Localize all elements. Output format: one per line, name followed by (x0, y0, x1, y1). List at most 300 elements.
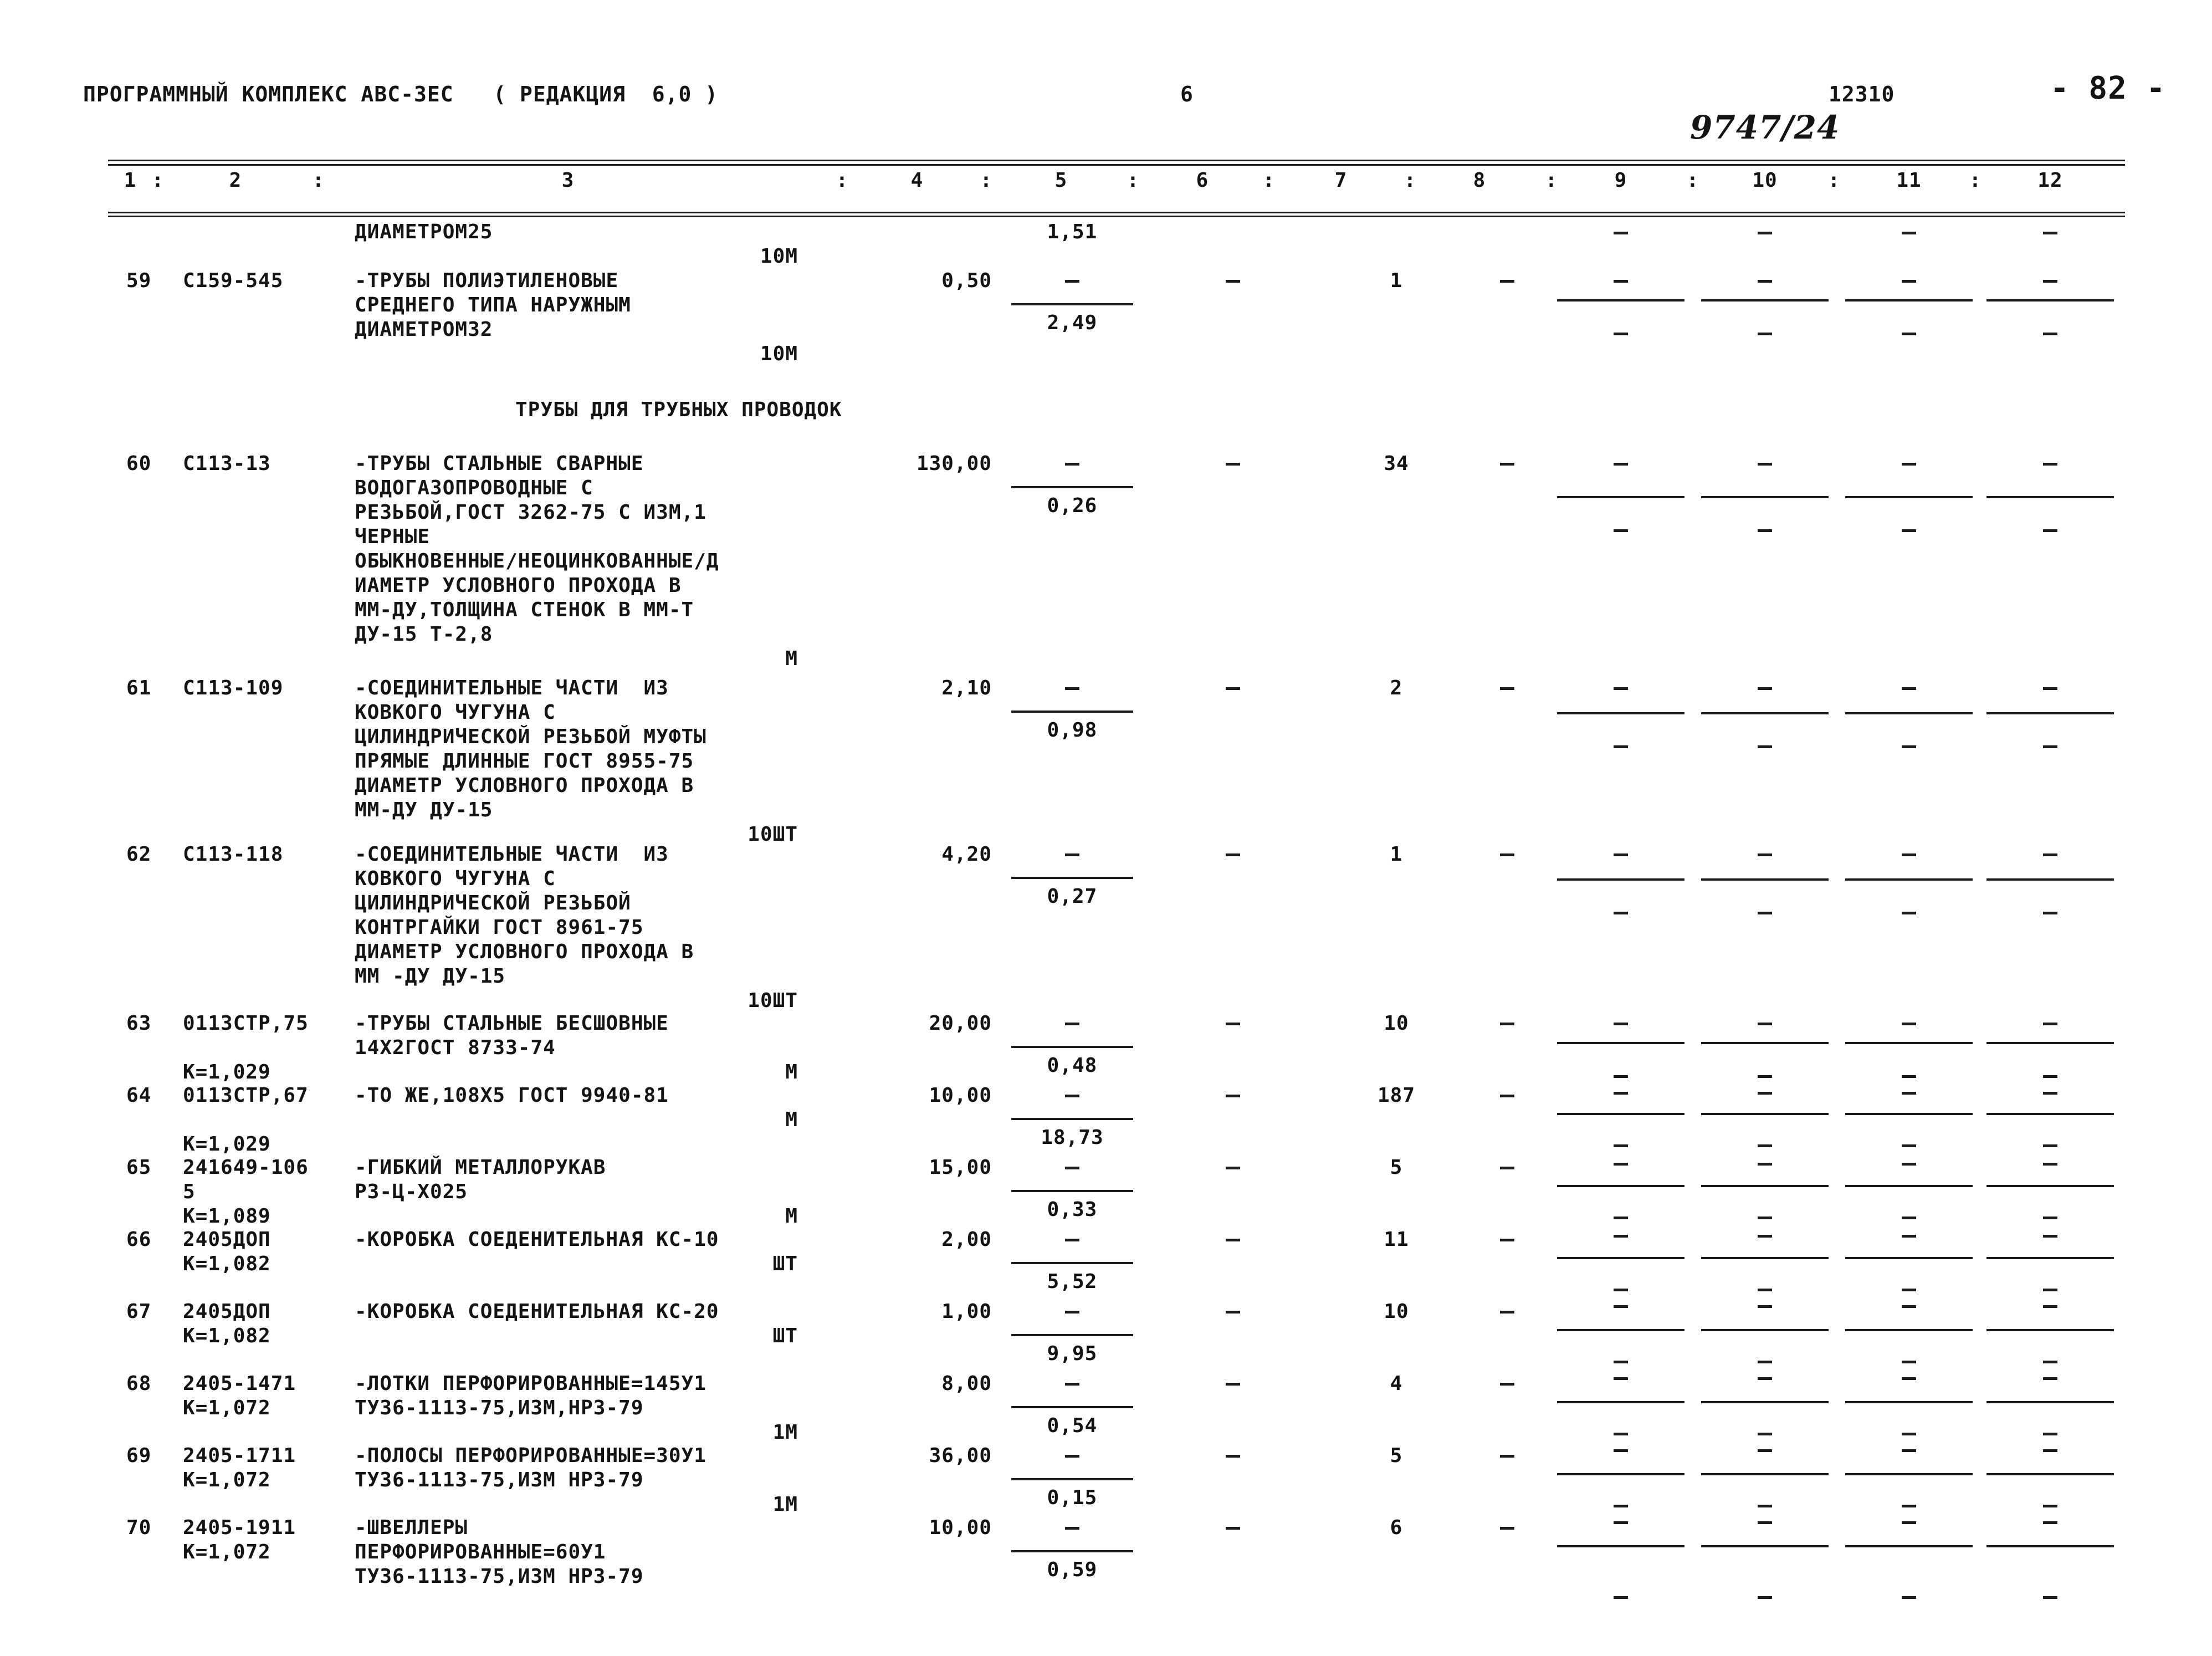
row-quantity: 36,00 (929, 1444, 992, 1467)
row-c7-value: 5 (1390, 1156, 1403, 1179)
column-header: : (1262, 169, 1276, 192)
row-c7-value: 10 (1384, 1012, 1409, 1035)
row-70-col10-top-dash (1758, 1521, 1772, 1524)
row-69-col10-divider (1701, 1473, 1829, 1475)
row-66-col11-bottom-dash (1902, 1289, 1916, 1291)
row-description-line: ДУ-15 Т-2,8 (355, 623, 493, 646)
row-67-c8-dash (1500, 1311, 1514, 1313)
row-60-c5-divider (1011, 486, 1133, 488)
row-description-line: -ТРУБЫ ПОЛИЭТИЛЕНОВЫЕ (355, 269, 619, 292)
row-67-c5-top-dash (1065, 1311, 1079, 1313)
column-header: : (1969, 169, 1982, 192)
row-description-line: КОВКОГО ЧУГУНА С (355, 867, 556, 890)
row-64-col12-top-dash (2043, 1092, 2057, 1095)
row-60-col12-divider (1986, 496, 2114, 498)
row-description-line: ИАМЕТР УСЛОВНОГО ПРОХОДА В (355, 574, 682, 597)
row-64-col12-bottom-dash (2043, 1144, 2057, 1147)
row-c7-value: 34 (1384, 452, 1409, 475)
row-67-col9-top-dash (1614, 1305, 1628, 1308)
row-65-col11-divider (1845, 1185, 1973, 1187)
column-header: : (1827, 169, 1841, 192)
row-code-line: К=1,029 (183, 1061, 271, 1083)
row-65-c6-dash (1226, 1167, 1240, 1169)
row-64-col12-divider (1986, 1113, 2114, 1115)
row-62-col9-top-dash (1614, 853, 1628, 856)
row-64-c5-top-dash (1065, 1095, 1079, 1097)
row-60-col10-divider (1701, 496, 1829, 498)
row-code-line: К=1,029 (183, 1133, 271, 1156)
row-68-col11-bottom-dash (1902, 1433, 1916, 1435)
column-header: 8 (1473, 169, 1486, 192)
column-header: : (1404, 169, 1417, 192)
row-61-c5-top-dash (1065, 687, 1079, 690)
row-65-col12-top-dash (2043, 1163, 2057, 1166)
row-62-col10-bottom-dash (1758, 912, 1772, 914)
row-66-col9-top-dash (1614, 1235, 1628, 1238)
row-67-col10-top-dash (1758, 1305, 1772, 1308)
row-unit: 1М (772, 1421, 798, 1444)
row-66-col9-divider (1557, 1257, 1684, 1259)
row-59-col11-top-dash (1902, 280, 1916, 283)
row-70-col10-divider (1701, 1545, 1829, 1547)
row-62-c8-dash (1500, 853, 1514, 856)
row-description-line: ДИАМЕТР УСЛОВНОГО ПРОХОДА В (355, 774, 694, 797)
row-code-line: 2405ДОП (183, 1300, 271, 1323)
row-69-col12-bottom-dash (2043, 1505, 2057, 1507)
row-59-col11-divider (1845, 299, 1973, 301)
column-header: : (1127, 169, 1140, 192)
row-61-col10-top-dash (1758, 687, 1772, 690)
header-bottom-rule (108, 212, 2125, 213)
row-64-col11-top-dash (1902, 1092, 1916, 1095)
row-number: 67 (126, 1300, 152, 1323)
row-62-col10-divider (1701, 878, 1829, 881)
row-62-col9-bottom-dash (1614, 912, 1628, 914)
row-64-col9-top-dash (1614, 1092, 1628, 1095)
row-61-col12-top-dash (2043, 687, 2057, 690)
row-61-col9-top-dash (1614, 687, 1628, 690)
row-59-c5-divider (1011, 303, 1133, 305)
row-69-col11-divider (1845, 1473, 1973, 1475)
row-67-col10-bottom-dash (1758, 1361, 1772, 1363)
fragment-unit: 10М (760, 245, 798, 268)
row-65-col11-top-dash (1902, 1163, 1916, 1166)
row-62-col10-top-dash (1758, 853, 1772, 856)
row-65-c5-divider (1011, 1190, 1133, 1192)
row-number: 70 (126, 1516, 152, 1539)
row-61-c6-dash (1226, 687, 1240, 690)
row-c5-value: 9,95 (1047, 1342, 1098, 1365)
row-60-col12-bottom-dash (2043, 529, 2057, 532)
table-top-rule-2 (108, 164, 2125, 166)
row-63-c5-divider (1011, 1046, 1133, 1048)
row-68-c5-divider (1011, 1406, 1133, 1408)
row-59-col10-top-dash (1758, 280, 1772, 283)
row-67-col11-bottom-dash (1902, 1361, 1916, 1363)
program-title: ПРОГРАММНЫЙ КОМПЛЕКС АВС-3ЕС ( РЕДАКЦИЯ 6,0 ) (83, 82, 719, 106)
row-63-col10-top-dash (1758, 1023, 1772, 1025)
row-67-col12-bottom-dash (2043, 1361, 2057, 1363)
row-c5-value: 0,27 (1047, 885, 1098, 908)
row-unit: М (785, 1108, 798, 1131)
row-67-c6-dash (1226, 1311, 1240, 1313)
row-59-col9-bottom-dash (1614, 333, 1628, 335)
row-66-col12-divider (1986, 1257, 2114, 1259)
row-62-col9-divider (1557, 878, 1684, 881)
row-62-c6-dash (1226, 853, 1240, 856)
row-70-col9-divider (1557, 1545, 1684, 1547)
column-header: 12 (2037, 169, 2063, 192)
row-63-col12-top-dash (2043, 1023, 2057, 1025)
row-62-col11-divider (1845, 878, 1973, 881)
row-67-col9-divider (1557, 1329, 1684, 1331)
row-70-c8-dash (1500, 1527, 1514, 1530)
row-68-col12-divider (1986, 1401, 2114, 1403)
row-unit: М (785, 1205, 798, 1228)
row-61-col11-bottom-dash (1902, 745, 1916, 748)
row-61-c5-divider (1011, 711, 1133, 713)
fragment-col9-dash (1614, 232, 1628, 234)
row-code-line: К=1,072 (183, 1469, 271, 1491)
row-69-col11-top-dash (1902, 1449, 1916, 1452)
row-quantity: 4,20 (941, 843, 992, 866)
row-description-line: -ПОЛОСЫ ПЕРФОРИРОВАННЫЕ=30У1 (355, 1444, 706, 1467)
column-header: : (151, 169, 165, 192)
row-c7-value: 5 (1390, 1444, 1403, 1467)
row-66-col10-bottom-dash (1758, 1289, 1772, 1291)
row-description-line: -ТО ЖЕ,108Х5 ГОСТ 9940-81 (355, 1084, 669, 1107)
row-description-line: РЕЗЬБОЙ,ГОСТ 3262-75 С ИЗМ,1 (355, 501, 706, 524)
row-description-line: ТУ36-1113-75,ИЗМ НР3-79 (355, 1565, 644, 1588)
row-c7-value: 1 (1390, 843, 1403, 866)
row-number: 63 (126, 1012, 152, 1035)
row-c7-value: 4 (1390, 1372, 1403, 1395)
row-64-col11-divider (1845, 1113, 1973, 1115)
row-59-col10-bottom-dash (1758, 333, 1772, 335)
row-61-c8-dash (1500, 687, 1514, 690)
row-60-col9-divider (1557, 496, 1684, 498)
row-61-col9-divider (1557, 712, 1684, 714)
row-quantity: 10,00 (929, 1084, 992, 1107)
row-code-line: 5 (183, 1180, 196, 1203)
row-60-col11-top-dash (1902, 463, 1916, 466)
row-69-c6-dash (1226, 1455, 1240, 1458)
row-description-line: СРЕДНЕГО ТИПА НАРУЖНЫМ (355, 294, 631, 316)
row-65-col9-top-dash (1614, 1163, 1628, 1166)
row-61-col11-divider (1845, 712, 1973, 714)
row-66-col12-bottom-dash (2043, 1289, 2057, 1291)
row-59-col10-divider (1701, 299, 1829, 301)
row-69-col9-top-dash (1614, 1449, 1628, 1452)
row-63-c6-dash (1226, 1023, 1240, 1025)
row-69-col12-top-dash (2043, 1449, 2057, 1452)
row-66-col11-divider (1845, 1257, 1973, 1259)
row-65-col10-divider (1701, 1185, 1829, 1187)
row-description-line: -СОЕДИНИТЕЛЬНЫЕ ЧАСТИ ИЗ (355, 843, 669, 866)
row-68-c8-dash (1500, 1383, 1514, 1386)
row-63-col9-bottom-dash (1614, 1075, 1628, 1078)
row-c7-value: 10 (1384, 1300, 1409, 1323)
row-64-col11-bottom-dash (1902, 1144, 1916, 1147)
row-59-col12-top-dash (2043, 280, 2057, 283)
row-c5-value: 2,49 (1047, 311, 1098, 334)
column-header: : (980, 169, 993, 192)
row-62-col12-divider (1986, 878, 2114, 881)
row-59-col9-divider (1557, 299, 1684, 301)
row-code-line: К=1,072 (183, 1541, 271, 1563)
row-69-col10-top-dash (1758, 1449, 1772, 1452)
row-code-line: 241649-106 (183, 1156, 309, 1179)
column-header: : (1545, 169, 1558, 192)
row-64-c6-dash (1226, 1095, 1240, 1097)
row-c5-value: 0,98 (1047, 719, 1098, 742)
row-64-col10-top-dash (1758, 1092, 1772, 1095)
section-title: ТРУБЫ ДЛЯ ТРУБНЫХ ПРОВОДОК (515, 398, 842, 421)
row-description-line: ММ-ДУ ДУ-15 (355, 799, 493, 821)
row-63-c5-top-dash (1065, 1023, 1079, 1025)
row-c5-value: 0,15 (1047, 1486, 1098, 1509)
row-description-line: -ШВЕЛЛЕРЫ (355, 1516, 468, 1539)
row-60-col9-top-dash (1614, 463, 1628, 466)
row-c7-value: 187 (1377, 1084, 1416, 1107)
row-62-c5-top-dash (1065, 853, 1079, 856)
row-code-line: С113-109 (183, 677, 284, 699)
row-62-col11-bottom-dash (1902, 912, 1916, 914)
row-64-col10-bottom-dash (1758, 1144, 1772, 1147)
row-70-col9-bottom-dash (1614, 1596, 1628, 1599)
column-header: 6 (1196, 169, 1209, 192)
row-60-col11-divider (1845, 496, 1973, 498)
column-header: 1 (124, 169, 137, 192)
row-number: 59 (126, 269, 152, 292)
row-description-line: ТУ36-1113-75,ИЗМ НР3-79 (355, 1469, 644, 1491)
row-64-c5-divider (1011, 1118, 1133, 1120)
row-68-col11-top-dash (1902, 1377, 1916, 1380)
row-60-c6-dash (1226, 463, 1240, 466)
row-70-col10-bottom-dash (1758, 1596, 1772, 1599)
row-68-col9-top-dash (1614, 1377, 1628, 1380)
row-quantity: 15,00 (929, 1156, 992, 1179)
row-59-col12-bottom-dash (2043, 333, 2057, 335)
row-62-col12-bottom-dash (2043, 912, 2057, 914)
row-number: 62 (126, 843, 152, 866)
row-61-col10-bottom-dash (1758, 745, 1772, 748)
row-quantity: 1,00 (941, 1300, 992, 1323)
row-code-line: 2405-1711 (183, 1444, 296, 1467)
row-unit: ШТ (772, 1253, 798, 1275)
row-66-col9-bottom-dash (1614, 1289, 1628, 1291)
row-65-col10-bottom-dash (1758, 1217, 1772, 1219)
row-69-col10-bottom-dash (1758, 1505, 1772, 1507)
row-60-col11-bottom-dash (1902, 529, 1916, 532)
sheet-number: 6 (1180, 82, 1194, 106)
row-code-line: К=1,072 (183, 1397, 271, 1419)
row-description-line: КОВКОГО ЧУГУНА С (355, 701, 556, 724)
column-header: : (836, 169, 849, 192)
row-64-col9-bottom-dash (1614, 1144, 1628, 1147)
row-70-col12-bottom-dash (2043, 1596, 2057, 1599)
row-description-line: ПРЯМЫЕ ДЛИННЫЕ ГОСТ 8955-75 (355, 750, 694, 773)
row-code-line: С113-13 (183, 452, 271, 475)
row-code-line: 0113СТР,67 (183, 1084, 309, 1107)
row-unit: М (785, 1061, 798, 1083)
row-c5-value: 18,73 (1041, 1126, 1104, 1149)
row-description-line: ТУ36-1113-75,ИЗМ,НР3-79 (355, 1397, 644, 1419)
row-unit: М (785, 647, 798, 670)
row-c5-value: 0,59 (1047, 1558, 1098, 1581)
row-66-col11-top-dash (1902, 1235, 1916, 1238)
row-65-col9-divider (1557, 1185, 1684, 1187)
row-61-col10-divider (1701, 712, 1829, 714)
row-61-col11-top-dash (1902, 687, 1916, 690)
row-70-col11-bottom-dash (1902, 1596, 1916, 1599)
row-description-line: ЧЕРНЫЕ (355, 525, 431, 548)
row-63-col11-divider (1845, 1042, 1973, 1044)
row-66-c6-dash (1226, 1239, 1240, 1241)
column-header: 9 (1614, 169, 1627, 192)
row-60-col12-top-dash (2043, 463, 2057, 466)
row-description-line: ПЕРФОРИРОВАННЫЕ=60У1 (355, 1541, 606, 1563)
row-59-col9-top-dash (1614, 280, 1628, 283)
row-unit: ШТ (772, 1325, 798, 1347)
row-description-line: -ЛОТКИ ПЕРФОРИРОВАННЫЕ=145У1 (355, 1372, 706, 1395)
row-68-col12-bottom-dash (2043, 1433, 2057, 1435)
table-top-rule (108, 160, 2125, 161)
row-63-col10-divider (1701, 1042, 1829, 1044)
row-60-col10-bottom-dash (1758, 529, 1772, 532)
row-62-c5-divider (1011, 877, 1133, 879)
row-60-c5-top-dash (1065, 463, 1079, 466)
row-70-col12-divider (1986, 1545, 2114, 1547)
row-61-col12-bottom-dash (2043, 745, 2057, 748)
row-59-col12-divider (1986, 299, 2114, 301)
row-quantity: 8,00 (941, 1372, 992, 1395)
row-description-line: -ТРУБЫ СТАЛЬНЫЕ БЕСШОВНЫЕ (355, 1012, 669, 1035)
row-code-line: 2405ДОП (183, 1228, 271, 1251)
row-61-col9-bottom-dash (1614, 745, 1628, 748)
row-65-col11-bottom-dash (1902, 1217, 1916, 1219)
row-description-line: -ТРУБЫ СТАЛЬНЫЕ СВАРНЫЕ (355, 452, 644, 475)
row-69-col12-divider (1986, 1473, 2114, 1475)
row-69-c5-top-dash (1065, 1455, 1079, 1458)
row-67-c5-divider (1011, 1334, 1133, 1336)
row-69-c8-dash (1500, 1455, 1514, 1458)
row-description-line: ВОДОГАЗОПРОВОДНЫЕ С (355, 477, 593, 499)
row-67-col12-divider (1986, 1329, 2114, 1331)
row-68-col12-top-dash (2043, 1377, 2057, 1380)
row-c7-value: 2 (1390, 677, 1403, 699)
row-c5-value: 0,54 (1047, 1414, 1098, 1437)
row-description-line: КОНТРГАЙКИ ГОСТ 8961-75 (355, 916, 644, 939)
fragment-col12-dash (2043, 232, 2057, 234)
row-64-c8-dash (1500, 1095, 1514, 1097)
row-quantity: 2,00 (941, 1228, 992, 1251)
row-number: 64 (126, 1084, 152, 1107)
row-code-line: С159-545 (183, 269, 284, 292)
row-description-line: -СОЕДИНИТЕЛЬНЫЕ ЧАСТИ ИЗ (355, 677, 669, 699)
row-67-col11-divider (1845, 1329, 1973, 1331)
row-quantity: 130,00 (916, 452, 992, 475)
fragment-col10-dash (1758, 232, 1772, 234)
row-c7-value: 6 (1390, 1516, 1403, 1539)
row-description-line: ЦИЛИНДРИЧЕСКОЙ РЕЗЬБОЙ МУФТЫ (355, 725, 706, 748)
document-code: 12310 (1829, 82, 1895, 106)
row-60-c8-dash (1500, 463, 1514, 466)
row-66-col10-top-dash (1758, 1235, 1772, 1238)
fragment-col11-dash (1902, 232, 1916, 234)
row-quantity: 20,00 (929, 1012, 992, 1035)
row-number: 66 (126, 1228, 152, 1251)
row-66-c5-top-dash (1065, 1239, 1079, 1241)
fragment-c5-value: 1,51 (1047, 221, 1098, 243)
row-code-line: 2405-1471 (183, 1372, 296, 1395)
row-70-col9-top-dash (1614, 1521, 1628, 1524)
row-70-col11-divider (1845, 1545, 1973, 1547)
row-c5-value: 0,26 (1047, 494, 1098, 517)
row-59-c6-dash (1226, 280, 1240, 283)
row-unit: 10ШТ (747, 989, 798, 1012)
row-c7-value: 11 (1384, 1228, 1409, 1251)
row-68-col9-bottom-dash (1614, 1433, 1628, 1435)
row-description-line: 14Х2ГОСТ 8733-74 (355, 1036, 556, 1059)
row-63-col12-bottom-dash (2043, 1075, 2057, 1078)
row-63-col11-top-dash (1902, 1023, 1916, 1025)
row-69-col11-bottom-dash (1902, 1505, 1916, 1507)
row-quantity: 2,10 (941, 677, 992, 699)
column-header: : (312, 169, 325, 192)
row-code-line: 2405-1911 (183, 1516, 296, 1539)
row-69-col9-bottom-dash (1614, 1505, 1628, 1507)
column-header: 5 (1054, 169, 1068, 192)
row-number: 65 (126, 1156, 152, 1179)
row-unit: 10М (760, 343, 798, 365)
row-c5-value: 5,52 (1047, 1270, 1098, 1293)
row-63-c8-dash (1500, 1023, 1514, 1025)
row-60-col10-top-dash (1758, 463, 1772, 466)
row-description-line: -ГИБКИЙ МЕТАЛЛОРУКАВ (355, 1156, 606, 1179)
row-description-line: ММ-ДУ,ТОЛЩИНА СТЕНОК В ММ-Т (355, 599, 694, 621)
row-description-line: ЦИЛИНДРИЧЕСКОЙ РЕЗЬБОЙ (355, 892, 631, 914)
row-65-c8-dash (1500, 1167, 1514, 1169)
row-description-line: -КОРОБКА СОЕДЕНИТЕЛЬНАЯ КС-20 (355, 1300, 719, 1323)
row-68-col9-divider (1557, 1401, 1684, 1403)
row-68-col11-divider (1845, 1401, 1973, 1403)
row-63-col9-divider (1557, 1042, 1684, 1044)
row-description-line: ДИАМЕТРОМ32 (355, 318, 493, 341)
row-62-col12-top-dash (2043, 853, 2057, 856)
row-70-col12-top-dash (2043, 1521, 2057, 1524)
row-67-col12-top-dash (2043, 1305, 2057, 1308)
handwritten-number: 9747/24 (1690, 109, 1840, 146)
row-65-col9-bottom-dash (1614, 1217, 1628, 1219)
row-unit: 10ШТ (747, 823, 798, 846)
row-number: 61 (126, 677, 152, 699)
fragment-desc-line: ДИАМЕТРОМ25 (355, 221, 493, 243)
row-68-c5-top-dash (1065, 1383, 1079, 1386)
row-c5-value: 0,33 (1047, 1198, 1098, 1221)
row-69-col9-divider (1557, 1473, 1684, 1475)
row-64-col10-divider (1701, 1113, 1829, 1115)
row-quantity: 0,50 (941, 269, 992, 292)
row-70-c6-dash (1226, 1527, 1240, 1530)
column-header: : (1686, 169, 1699, 192)
column-header: 11 (1896, 169, 1922, 192)
row-69-c5-divider (1011, 1478, 1133, 1480)
row-67-col9-bottom-dash (1614, 1361, 1628, 1363)
row-quantity: 10,00 (929, 1516, 992, 1539)
row-number: 69 (126, 1444, 152, 1467)
row-code-line: С113-118 (183, 843, 284, 866)
